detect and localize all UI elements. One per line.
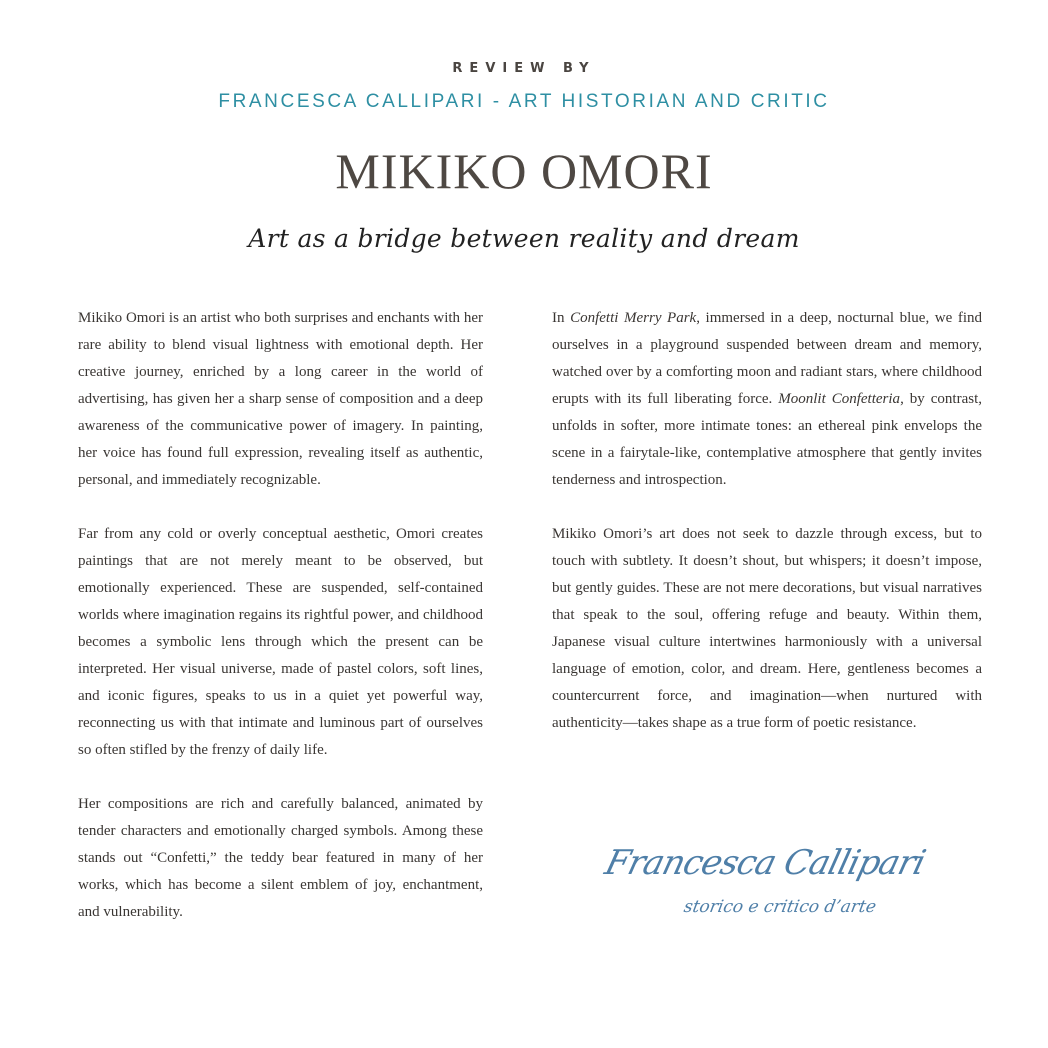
right-column [552, 305, 982, 764]
left-column [78, 305, 483, 953]
page-title: MIKIKO OMORI [335, 143, 713, 199]
left-paragraph-1: Mikiko Omori is an artist who both surprises and enchants with her rare ability to blend visual lightness with emotional depth. Her creative journey, enriched by a long career in the world of advertising, has given her a sharp sense of composition and a deep awareness of the communicative power of imagery. In painting, her voice has found full expression, revealing itself as authentic, personal, and immediately recognizable. [78, 310, 483, 488]
review-by-label: REVIEW BY [452, 61, 596, 76]
text-segment: , immersed in a deep, nocturnal blue, we find ourselves in a playground suspended between dream and memory, watched over by a comforting moon and radiant stars, where childhood erupts with its full liberating force. [552, 310, 982, 407]
signature-role: storico e critico d’arte [682, 897, 878, 917]
artwork-title: Confetti Merry Park [570, 310, 697, 326]
critic-credit: FRANCESCA CALLIPARI - ART HISTORIAN AND CRITIC [218, 91, 830, 112]
page-subtitle: Art as a bridge between reality and dream [248, 224, 800, 253]
signature-name: Francesca Callipari [601, 843, 929, 883]
signature [596, 835, 936, 935]
right-paragraph-2: Mikiko Omori’s art does not seek to dazzle through excess, but to touch with subtlety. It doesn’t shout, but whispers; it doesn’t impose, but gently guides. These are not mere decorations, but visual narratives that speak to the soul, offering refuge and beauty. Within them, Japanese visual culture intertwines harmoniously with a universal language of emotion, color, and dream. Here, gentleness becomes a countercurrent force, and imagination—when nurtured with authenticity—takes shape as a true form of poetic resistance. [552, 526, 982, 731]
left-paragraph-3: Her compositions are rich and carefully balanced, animated by tender characters and emotionally charged symbols. Among these stands out “Confetti,” the teddy bear featured in many of her works, which has become a silent emblem of joy, enchantment, and vulnerability. [78, 796, 483, 920]
artwork-title: Moonlit Confetteria [778, 391, 901, 407]
text-segment: , by contrast, unfolds in softer, more intimate tones: an ethereal pink envelops the scene in a fairytale-like, contemplative atmosphere that gently invites tenderness and introspection. [552, 391, 983, 488]
text-segment: In [552, 310, 571, 326]
right-paragraph-1 [552, 305, 982, 494]
left-paragraph-2: Far from any cold or overly conceptual aesthetic, Omori creates paintings that are not merely meant to be observed, but emotionally experienced. These are suspended, self-contained worlds where imagination regains its rightful power, and childhood becomes a symbolic lens through which the present can be interpreted. Her visual universe, made of pastel colors, soft lines, and iconic figures, speaks to us in a quiet yet powerful way, reconnecting us with that intimate and luminous part of ourselves so often stifled by the frenzy of daily life. [78, 526, 483, 758]
